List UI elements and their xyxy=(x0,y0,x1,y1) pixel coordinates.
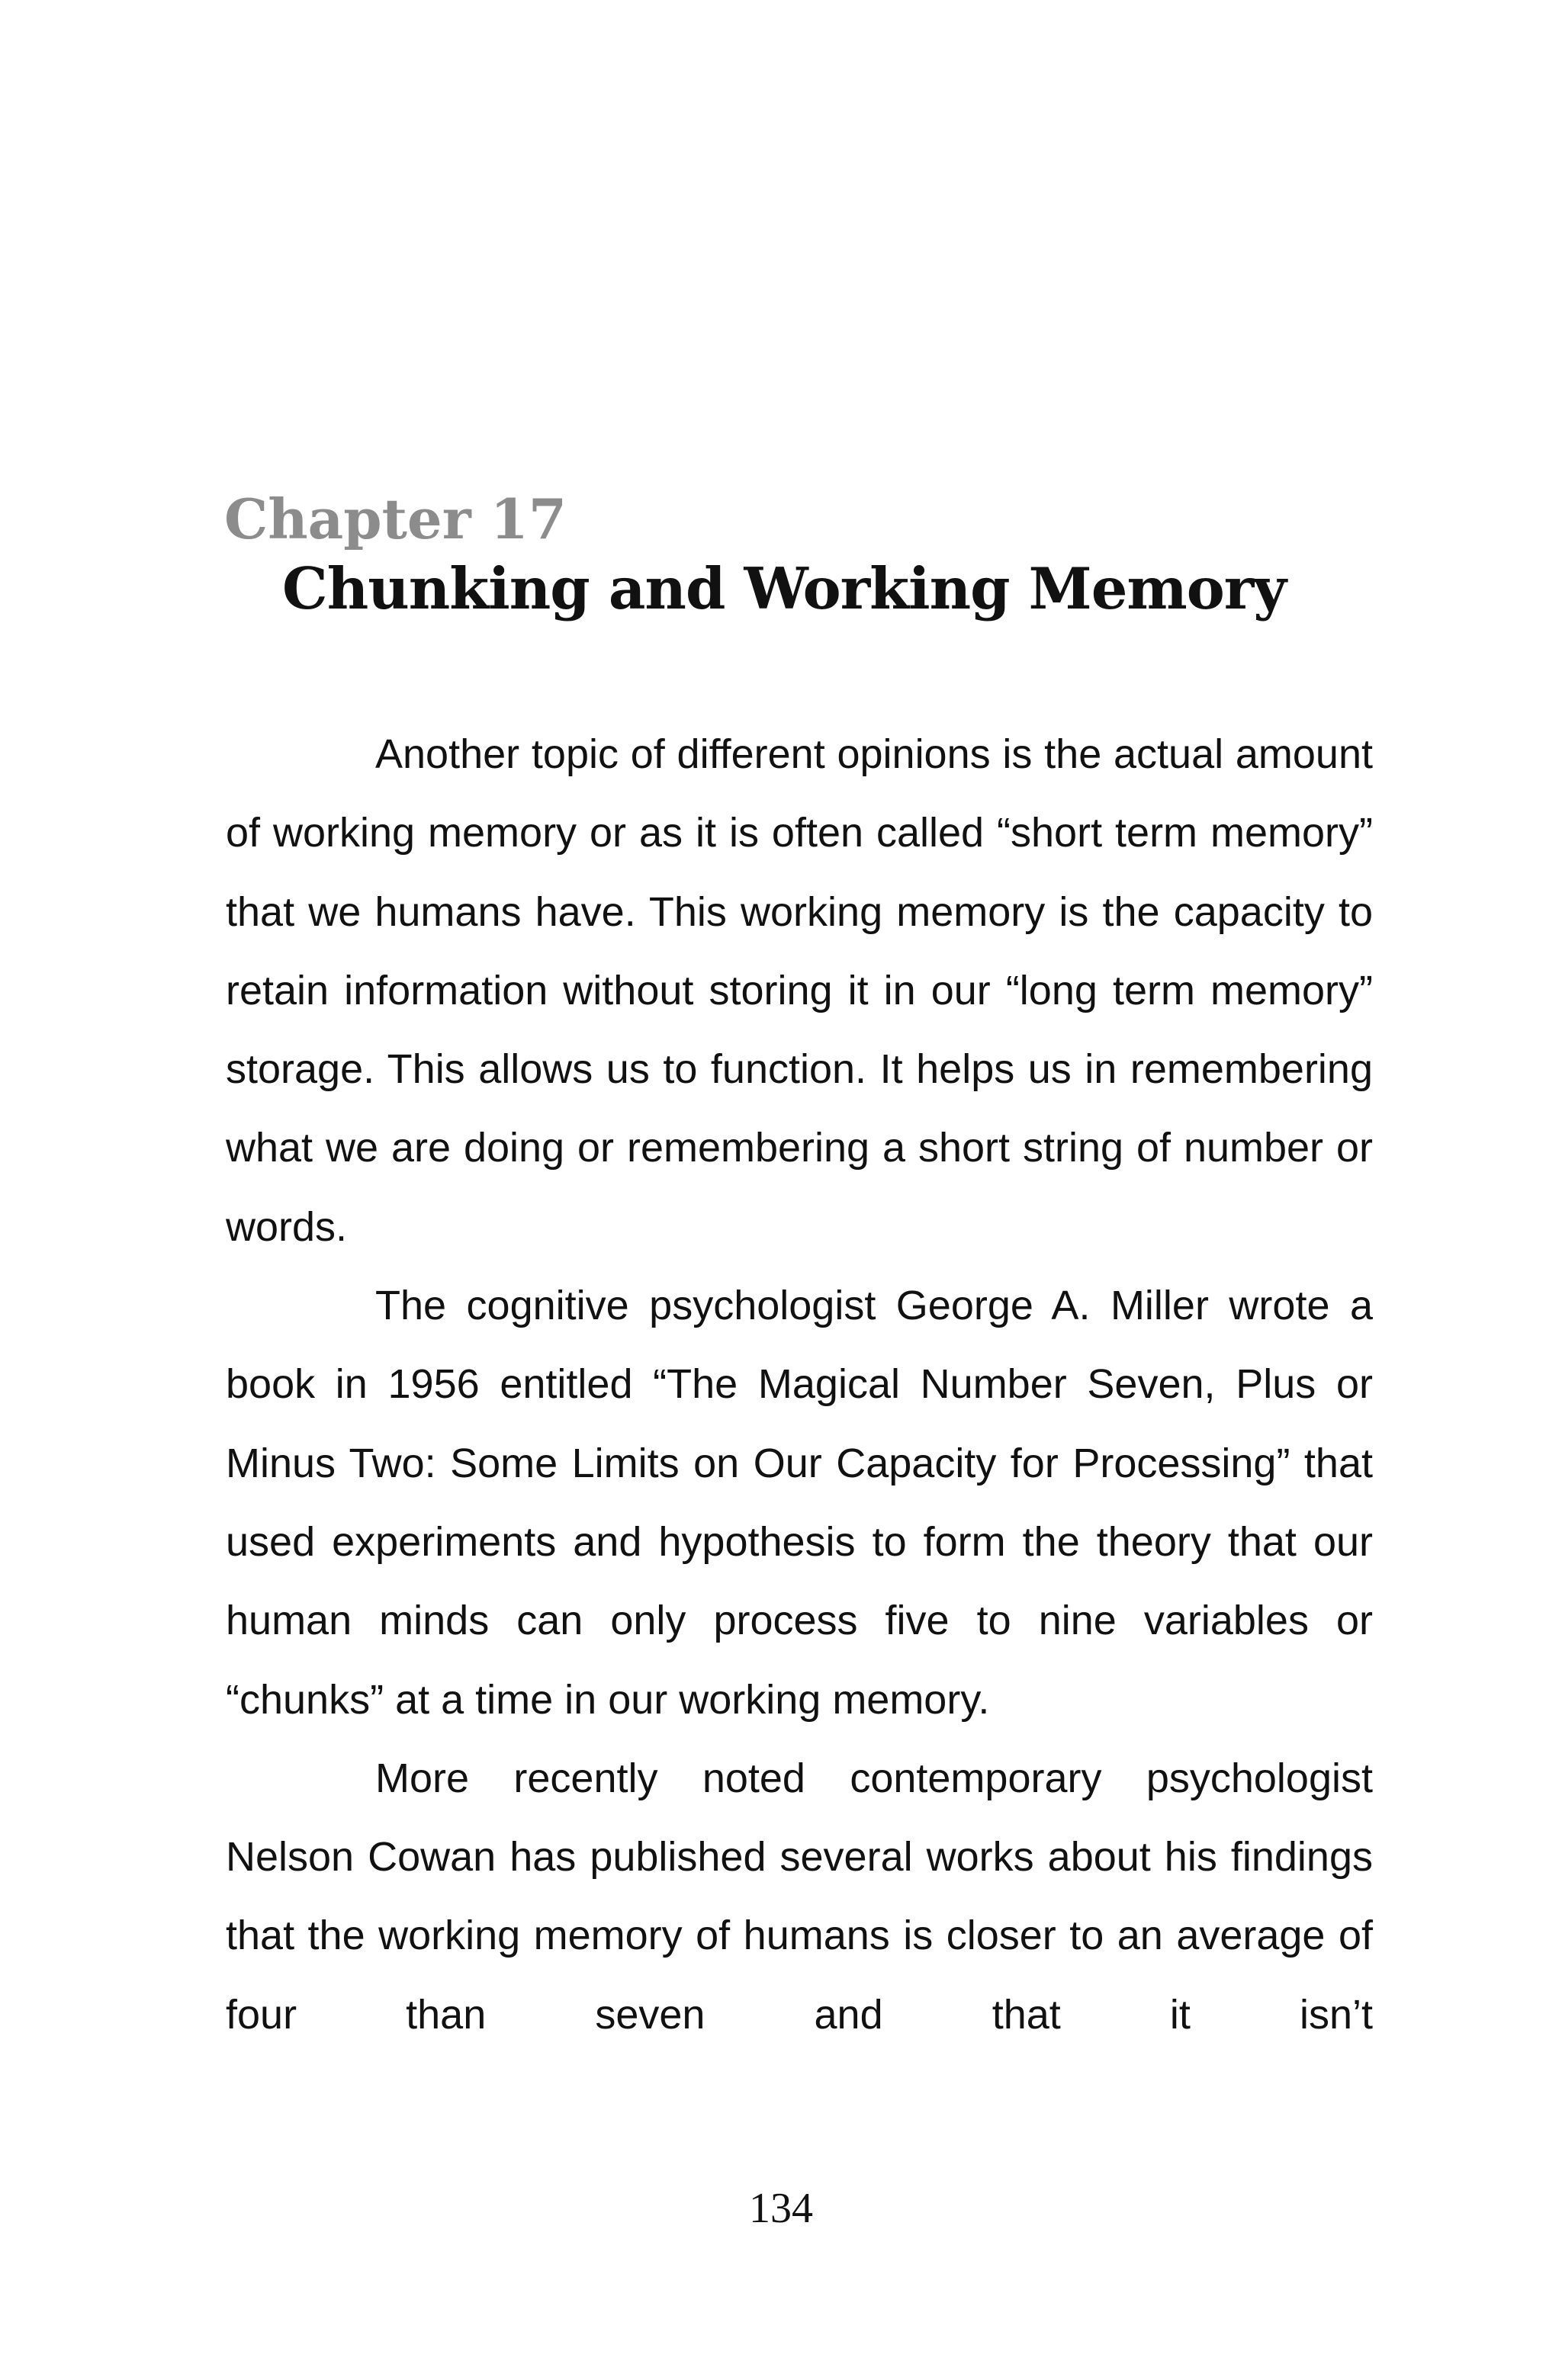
paragraph: The cognitive psychologist George A. Miller wrote a book in 1956 entitled “The Magical Number Seven, Plus or Minus Two: Some Limits on Our Capacity for Processing” that used experiments and hypothesis to form the theory that our human minds can only process five to nine variables or “chunks” at a time in our working memory. xyxy=(226,1283,1373,1723)
paragraph: More recently noted contemporary psychologist Nelson Cowan has published several works about his findings that the working memory of humans is closer to an average of four than seven and that it isn’t xyxy=(226,1755,1373,2038)
paragraph: Another topic of different opinions is the actual amount of working memory or as it is often called “short term memory” that we humans have. This working memory is the capacity to retain information without storing it in our “long term memory” storage. This allows us to function. It helps us in remembering what we are doing or remembering a short string of number or words. xyxy=(226,731,1373,1250)
page-number: 134 xyxy=(749,2185,813,2232)
chapter-label: Chapter 17 xyxy=(224,487,567,551)
chapter-body xyxy=(226,715,1373,2054)
chapter-title: Chunking and Working Memory xyxy=(282,555,1286,622)
